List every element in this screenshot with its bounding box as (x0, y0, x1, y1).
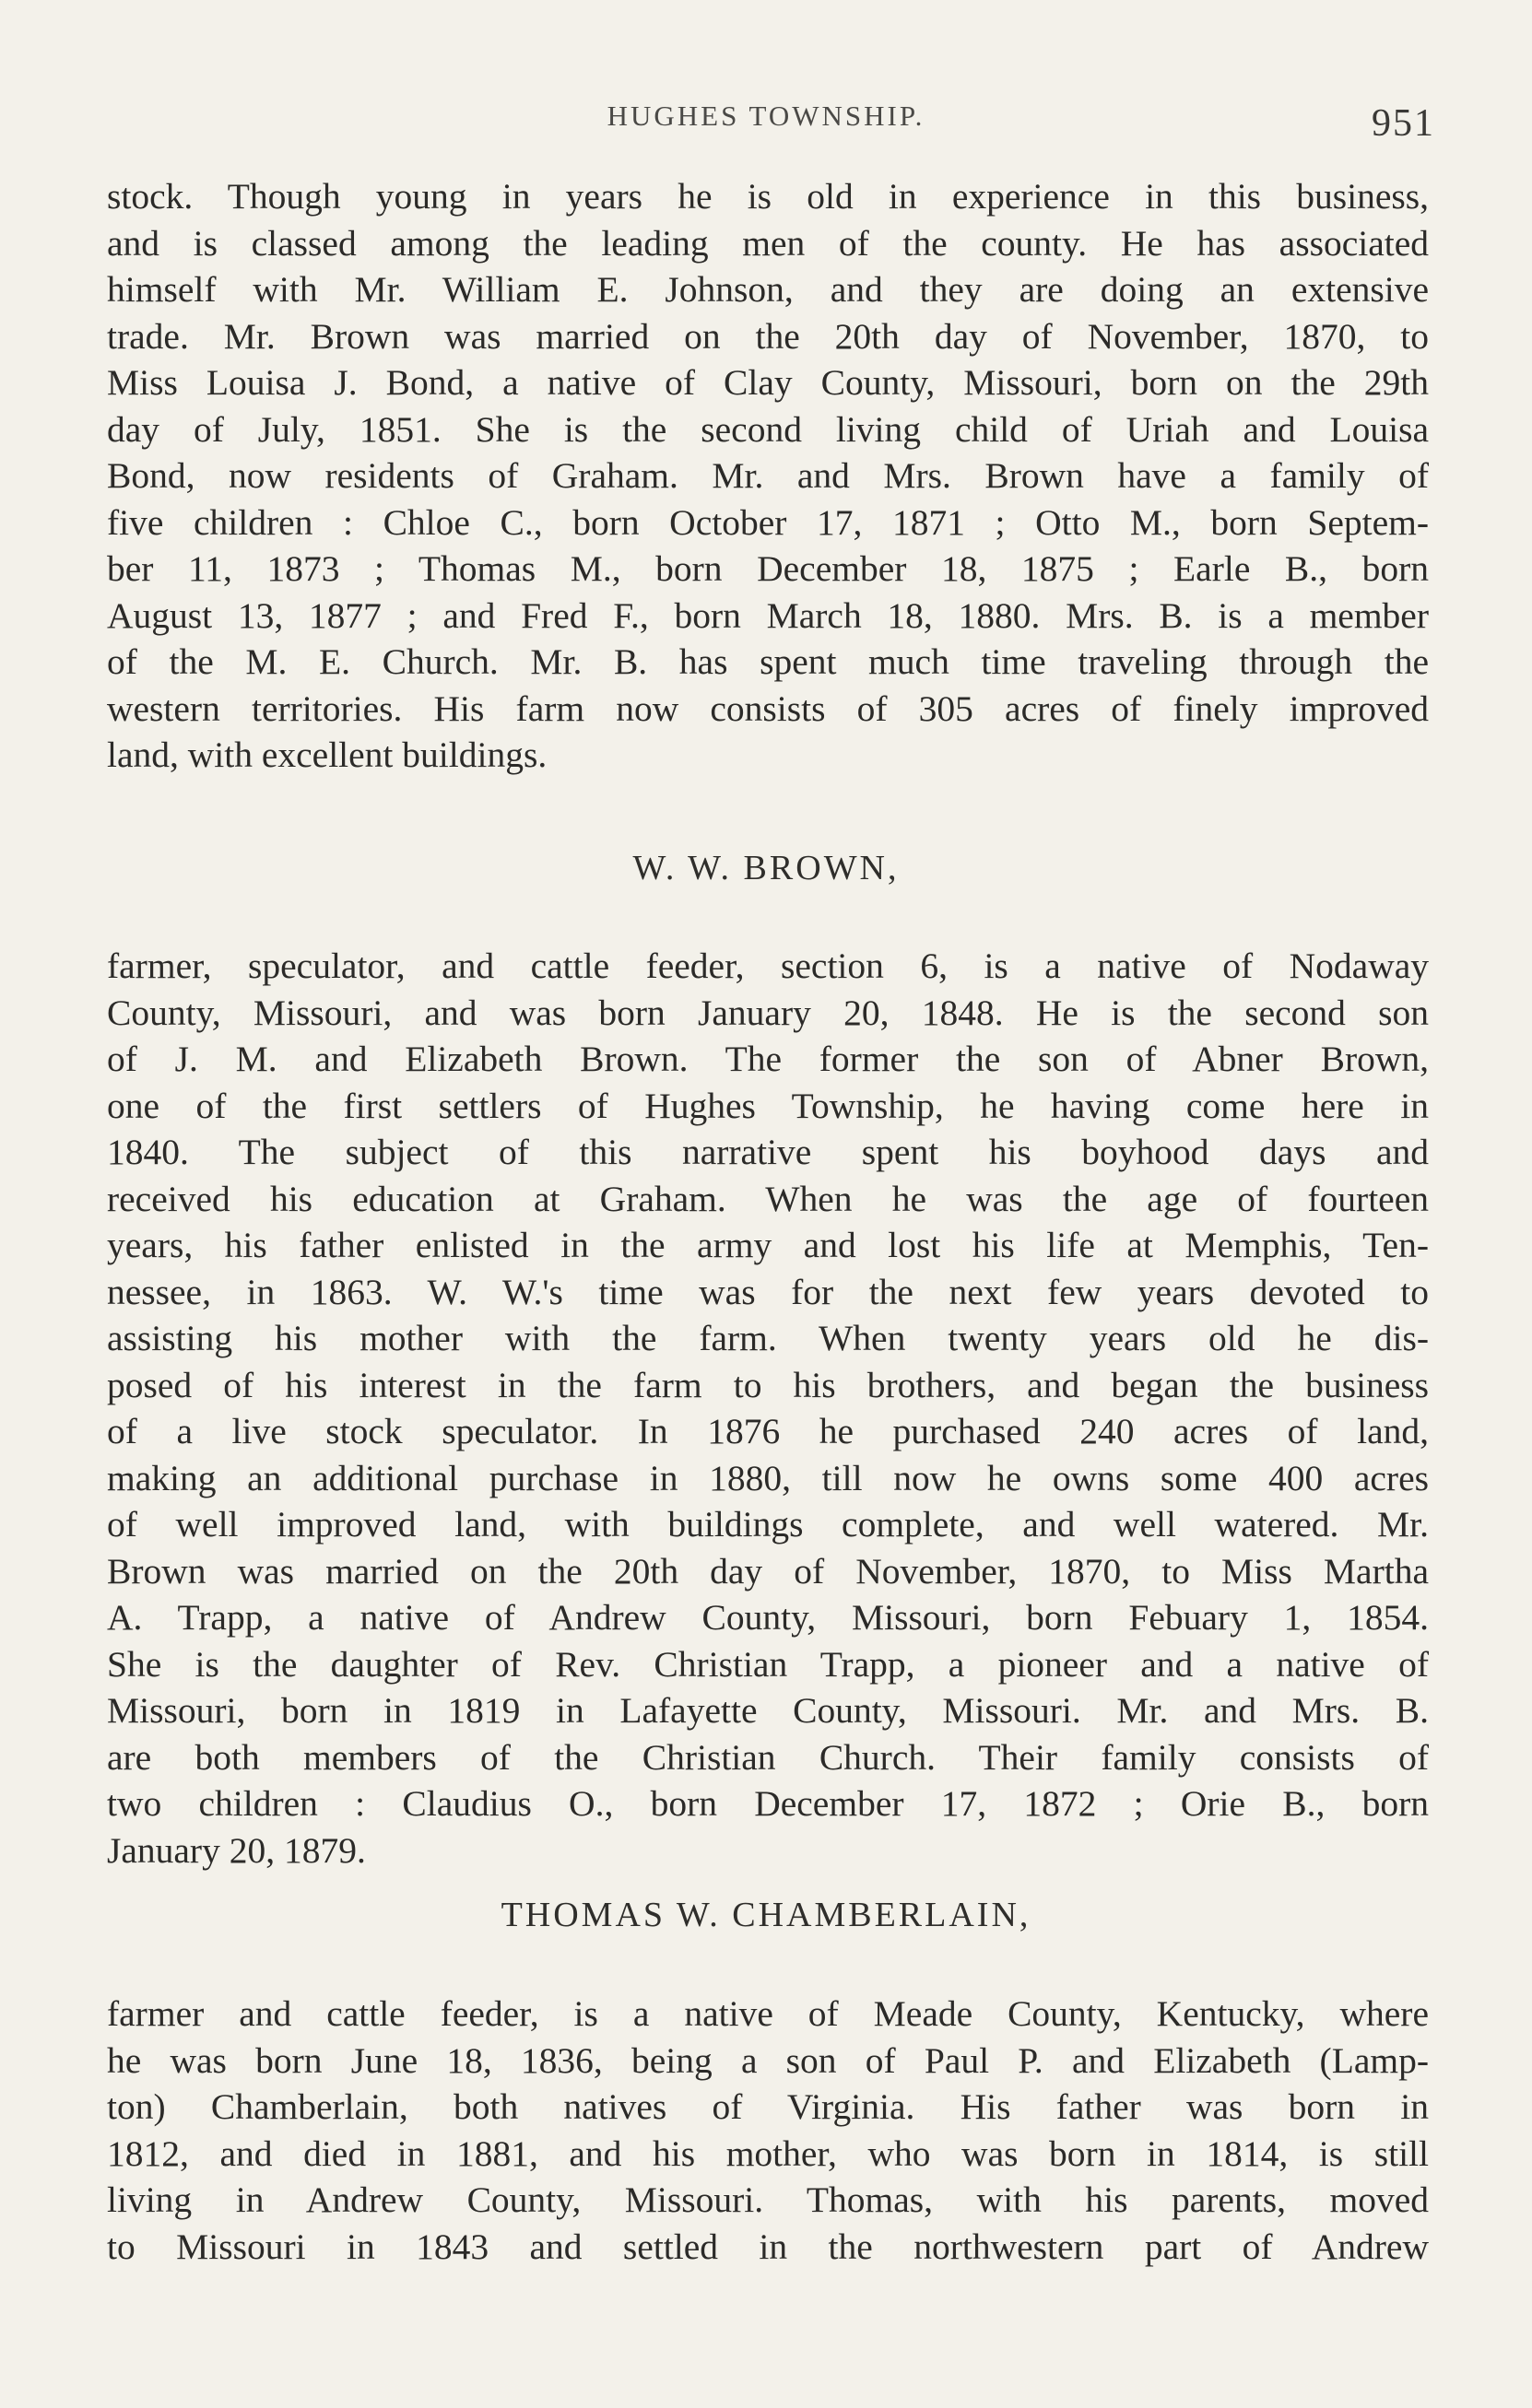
text-line: 1812, and died in 1881, and his mother, who was born in 1814, is still (107, 2132, 1429, 2174)
text-line: himself with Mr. William E. Johnson, and they are doing an extensive (107, 269, 1429, 310)
text-line: of well improved land, with buildings complete, and well watered. Mr. (107, 1504, 1429, 1545)
text-line: western territories. His farm now consists of 305 acres of finely improved (107, 687, 1429, 729)
text-line: farmer, speculator, and cattle feeder, section 6, is a native of Nodaway (107, 946, 1429, 986)
text-line: Bond, now residents of Graham. Mr. and Mrs. Brown have a family of (107, 455, 1429, 496)
text-line: January 20, 1879. (107, 1829, 366, 1871)
text-line: are both members of the Christian Church. Their family consists of (107, 1736, 1429, 1778)
text-line: Brown was married on the 20th day of November, 1870, to Miss Martha (107, 1550, 1429, 1592)
text-line: ber 11, 1873 ; Thomas M., born December 18, 1875 ; Earle B., born (107, 548, 1429, 589)
paragraph-w-w-brown (107, 943, 1429, 1874)
text-line: and is classed among the leading men of the county. He has associated (107, 222, 1429, 264)
text-line: County, Missouri, and was born January 20, 1848. He is the second son (107, 992, 1429, 1033)
text-line: of a live stock speculator. In 1876 he purchased 240 acres of land, (107, 1411, 1429, 1451)
paragraph-thomas-w-chamberlain (107, 1991, 1429, 2270)
text-line: day of July, 1851. She is the second living child of Uriah and Louisa (107, 408, 1429, 450)
text-line: posed of his interest in the farm to his brothers, and began the business (107, 1364, 1429, 1405)
text-line: assisting his mother with the farm. When twenty years old he dis- (107, 1318, 1429, 1358)
text-line: of J. M. and Elizabeth Brown. The former the son of Abner Brown, (107, 1039, 1429, 1079)
text-line: five children : Chloe C., born October 17, 1871 ; Otto M., born Septem- (107, 501, 1429, 543)
text-line: to Missouri in 1843 and settled in the northwestern part of Andrew (107, 2226, 1429, 2267)
text-line: one of the first settlers of Hughes Township, he having come here in (107, 1085, 1429, 1126)
text-line: land, with excellent buildings. (107, 734, 548, 775)
text-line: living in Andrew County, Missouri. Thomas, with his parents, moved (107, 2179, 1429, 2220)
text-line: 1840. The subject of this narrative spent his boyhood days and (107, 1132, 1429, 1172)
text-line: farmer and cattle feeder, is a native of Meade County, Kentucky, where (107, 1993, 1429, 2034)
text-line: stock. Though young in years he is old in experience in this business, (107, 176, 1429, 217)
section-heading-thomas-w-chamberlain: THOMAS W. CHAMBERLAIN, (501, 1896, 1031, 1934)
text-line: A. Trapp, a native of Andrew County, Missouri, born Febuary 1, 1854. (107, 1597, 1429, 1638)
text-line: trade. Mr. Brown was married on the 20th day of November, 1870, to (107, 315, 1429, 357)
text-line: making an additional purchase in 1880, till now he owns some 400 acres (107, 1457, 1429, 1498)
text-line: August 13, 1877 ; and Fred F., born March 18, 1880. Mrs. B. is a member (107, 594, 1429, 636)
text-line: nessee, in 1863. W. W.'s time was for the next few years devoted to (107, 1271, 1429, 1312)
text-line: two children : Claudius O., born December 17, 1872 ; Orie B., born (107, 1783, 1429, 1824)
text-line: years, his father enlisted in the army and lost his life at Memphis, Ten- (107, 1225, 1429, 1265)
running-title: HUGHES TOWNSHIP. (607, 100, 925, 132)
text-line: Missouri, born in 1819 in Lafayette County, Missouri. Mr. and Mrs. B. (107, 1690, 1429, 1731)
text-line: She is the daughter of Rev. Christian Trapp, a pioneer and a native of (107, 1643, 1429, 1685)
page-number: 951 (1372, 102, 1435, 145)
text-line: ton) Chamberlain, both natives of Virginia. His father was born in (107, 2086, 1429, 2127)
text-line: he was born June 18, 1836, being a son of Paul P. and Elizabeth (Lamp- (107, 2039, 1429, 2081)
paragraph-brown-continuation (107, 173, 1429, 779)
text-line: of the M. E. Church. Mr. B. has spent much time traveling through the (107, 641, 1429, 682)
text-line: received his education at Graham. When he was the age of fourteen (107, 1178, 1429, 1219)
section-heading-w-w-brown: W. W. BROWN, (632, 849, 900, 887)
text-line: Miss Louisa J. Bond, a native of Clay County, Missouri, born on the 29th (107, 362, 1429, 403)
